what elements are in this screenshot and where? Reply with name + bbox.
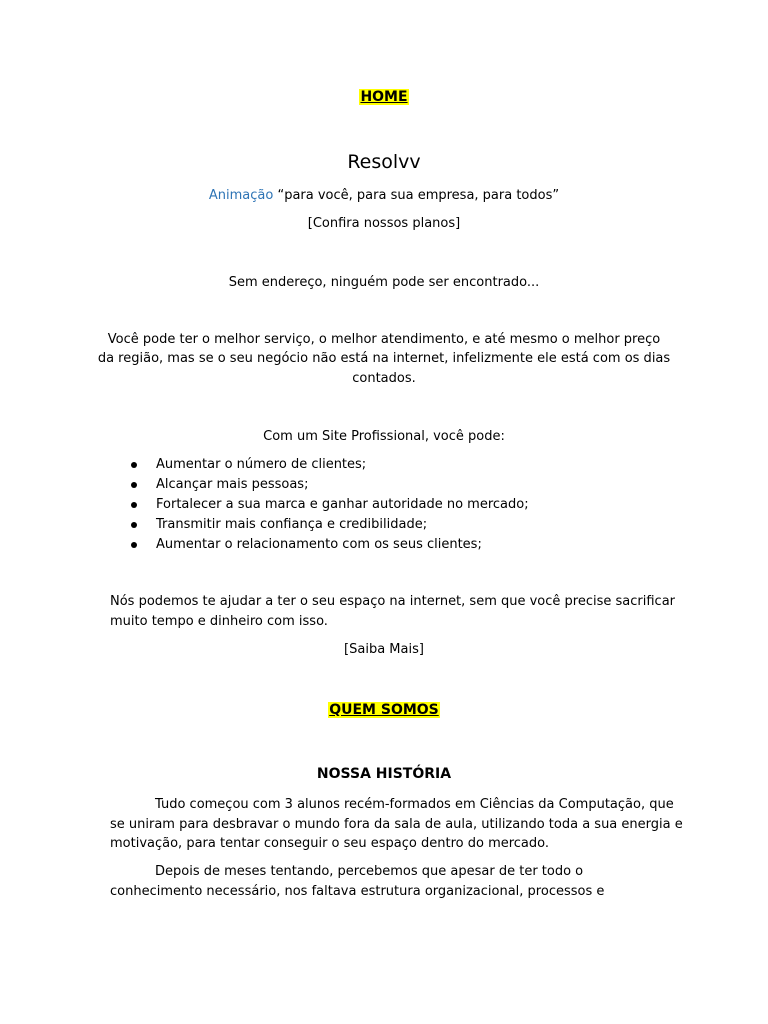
address-line: Sem endereço, ninguém pode ser encontrado... [228,275,540,290]
home-heading-row [0,87,768,107]
benefit-text: Fortalecer a sua marca e ganhar autoridade no mercado; [156,497,529,512]
plans-link[interactable]: [Confira nossos planos] [307,216,461,231]
list-item [130,455,529,475]
history-p2-line-1 [110,862,670,882]
bullet-dot-icon [131,462,137,468]
benefit-text: Aumentar o relacionamento com os seus clientes; [156,537,482,552]
history-subheading: NOSSA HISTÓRIA [316,766,452,782]
brand-name: Resolvv [347,151,421,173]
tagline [0,186,768,206]
bullet-dot-icon [131,502,137,508]
intro-paragraph-line-1: Você pode ter o melhor serviço, o melhor atendimento, e até mesmo o melhor preço [107,332,661,347]
bullet-dot-icon [131,522,137,528]
about-heading-row [0,700,768,720]
list-item [130,515,529,535]
benefits-list [130,455,529,555]
bullet-dot-icon [131,482,137,488]
history-p1-line-3: motivação, para tentar conseguir o seu espaço dentro do mercado. [110,836,550,851]
history-p1-line-2: se uniram para desbravar o mundo fora da sala de aula, utilizando toda a sua energia e [110,817,683,832]
benefit-text: Aumentar o número de clientes; [156,457,367,472]
intro-paragraph-line-2: da região, mas se o seu negócio não está na internet, infelizmente ele está com os dias [97,351,671,366]
history-p2-line-2: conhecimento necessário, nos faltava estrutura organizacional, processos e [110,884,605,899]
history-p1-text-1: Tudo começou com 3 alunos recém-formados em Ciências da Computação, que [155,797,674,812]
history-p2-text-1: Depois de meses tentando, percebemos que apesar de ter todo o [155,864,584,879]
bullet-dot-icon [131,542,137,548]
benefit-text: Transmitir mais confiança e credibilidade; [156,517,428,532]
about-heading: QUEM SOMOS [329,702,439,718]
more-link[interactable]: [Saiba Mais] [344,642,424,657]
help-paragraph-line-2: muito tempo e dinheiro com isso. [110,614,328,629]
benefit-text: Alcançar mais pessoas; [156,477,309,492]
list-item [130,475,529,495]
intro-paragraph-line-3: contados. [352,371,416,386]
list-intro: Com um Site Profissional, você pode: [263,429,505,444]
tagline-text: “para você, para sua empresa, para todos” [277,188,560,203]
list-item [130,535,529,555]
tagline-highlight: Animação [208,188,274,203]
home-heading: HOME [360,89,408,105]
history-p1-line-1 [110,795,674,815]
list-item [130,495,529,515]
help-paragraph-line-1: Nós podemos te ajudar a ter o seu espaço na internet, sem que você precise sacrificar [110,594,675,609]
